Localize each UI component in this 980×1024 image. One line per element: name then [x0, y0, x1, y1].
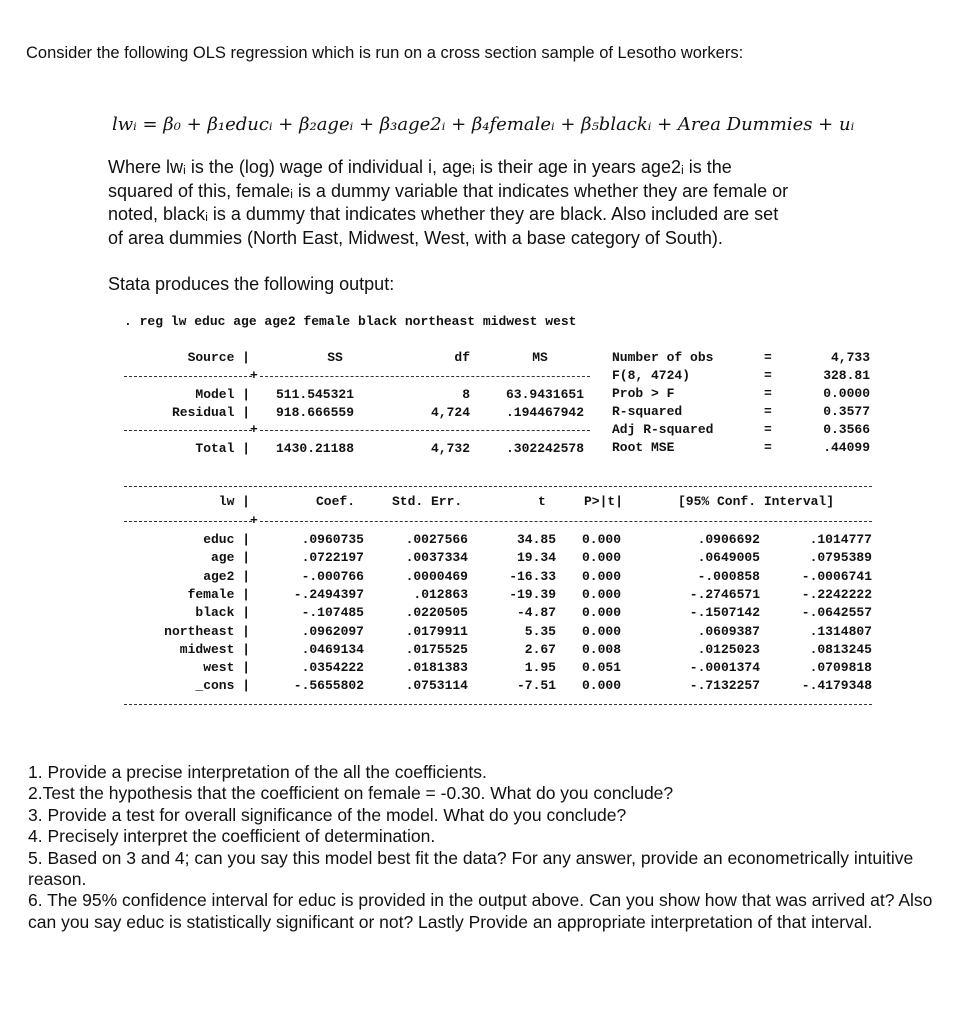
coef-value: -.000766	[301, 568, 364, 584]
coef-ci-high: -.0642557	[801, 605, 872, 621]
coef-p: 0.000	[582, 586, 622, 602]
anova-ss: 918.666559	[276, 405, 355, 420]
coef-ci-high: .0795389	[809, 550, 872, 566]
stat-value: 328.81	[823, 368, 870, 383]
coef-header-var: lw |	[218, 494, 250, 509]
divider	[260, 430, 590, 431]
coef-var: educ |	[203, 532, 250, 547]
anova-header-source: Source |	[187, 350, 250, 365]
coef-value: -.2494397	[293, 586, 364, 602]
coef-header-p: P>|t|	[584, 494, 624, 509]
stat-label: Adj R-squared	[612, 422, 714, 437]
coef-var: west |	[203, 660, 250, 676]
stat-label: Prob > F	[612, 386, 675, 401]
divider	[260, 521, 872, 522]
coef-p: 0.051	[582, 660, 622, 676]
coef-p: 0.000	[582, 623, 622, 639]
coef-var: northeast |	[164, 623, 250, 639]
stata-intro: Stata produces the following output:	[108, 274, 395, 294]
stata-command: . reg lw educ age age2 female black northeast midwest west	[124, 314, 577, 329]
coef-value: .0354222	[301, 660, 364, 676]
stat-value: 0.3566	[823, 422, 870, 437]
description-line: Where lwᵢ is the (log) wage of individual i, ageᵢ is their age in years age2ᵢ is the	[108, 157, 732, 177]
coef-t: 34.85	[516, 532, 556, 547]
divider	[124, 521, 252, 522]
coef-ci-low: .0649005	[697, 550, 760, 566]
stat-label: Root MSE	[612, 440, 675, 455]
coef-se: .0181383	[405, 660, 468, 676]
coef-var: midwest |	[179, 641, 250, 657]
coef-t: -16.33	[509, 568, 556, 584]
coef-header-se: Std. Err.	[392, 494, 463, 509]
anova-header-ms: MS	[532, 350, 548, 365]
coef-ci-low: .0125023	[697, 641, 760, 657]
coef-ci-high: .1314807	[809, 623, 872, 639]
coef-t: 19.34	[516, 550, 556, 566]
coef-se: .0000469	[405, 568, 468, 584]
coef-ci-high: .0709818	[809, 660, 872, 676]
coef-t: 2.67	[524, 641, 556, 657]
stat-eq: =	[764, 386, 772, 401]
coef-se: .0179911	[405, 623, 468, 639]
coef-se: .012863	[413, 586, 468, 602]
coef-value: .0469134	[301, 641, 364, 657]
coef-p: 0.008	[582, 641, 622, 657]
divider	[124, 704, 872, 705]
coef-ci-high: -.0006741	[801, 568, 872, 584]
anova-header-df: df	[454, 350, 470, 365]
stat-value: 0.3577	[823, 404, 870, 419]
coef-t: -4.87	[516, 605, 556, 621]
intro-text: Consider the following OLS regression which is run on a cross section sample of Lesotho workers:	[26, 44, 744, 62]
anova-source: Model |	[195, 387, 250, 402]
coef-t: 5.35	[524, 623, 556, 639]
regression-equation: lwᵢ = β₀ + β₁educᵢ + β₂ageᵢ + β₃age2ᵢ + β₄femaleᵢ + β₅blackᵢ + Area Dummies + uᵢ	[112, 114, 855, 135]
coef-ci-low: .0906692	[697, 532, 760, 547]
coef-p: 0.000	[582, 678, 622, 694]
description-line: of area dummies (North East, Midwest, West, with a base category of South).	[108, 227, 723, 248]
question-item: 1. Provide a precise interpretation of the all the coefficients.	[28, 762, 487, 782]
anova-source: Residual |	[171, 405, 250, 420]
coef-var: age |	[210, 550, 250, 566]
coef-ci-high: -.2242222	[801, 586, 872, 602]
coef-header-coef: Coef.	[316, 494, 356, 509]
divider	[124, 376, 252, 377]
stat-value: 4,733	[830, 350, 870, 365]
coef-p: 0.000	[582, 532, 622, 547]
divider-plus: +	[250, 422, 258, 437]
coef-value: .0722197	[301, 550, 364, 566]
divider-plus: +	[250, 368, 258, 383]
coef-t: -7.51	[516, 678, 556, 694]
anova-header-ss: SS	[327, 350, 343, 365]
description-line: noted, blackᵢ is a dummy that indicates whether they are black. Also included are set	[108, 204, 779, 224]
stat-value: .44099	[823, 440, 870, 455]
description-line: squared of this, femaleᵢ is a dummy variable that indicates whether they are female or	[108, 180, 789, 201]
coef-se: .0037334	[405, 550, 468, 566]
stat-eq: =	[764, 404, 772, 419]
stat-eq: =	[764, 440, 772, 455]
coef-ci-low: -.7132257	[689, 678, 760, 694]
divider	[260, 376, 590, 377]
coef-ci-low: -.0001374	[689, 660, 760, 676]
anova-ms: 63.9431651	[505, 387, 584, 402]
questions	[28, 762, 958, 933]
stat-label: F(8, 4724)	[612, 368, 691, 383]
stat-eq: =	[764, 422, 772, 437]
coef-ci-high: -.4179348	[801, 678, 872, 694]
coef-ci-low: .0609387	[697, 623, 760, 639]
variable-description	[108, 156, 908, 250]
coef-value: -.107485	[301, 605, 364, 621]
coef-ci-low: -.000858	[697, 568, 760, 584]
divider	[124, 430, 252, 431]
question-item: 2.Test the hypothesis that the coefficient on female = -0.30. What do you conclude?	[28, 783, 674, 804]
coef-header-ci: [95% Conf. Interval]	[678, 494, 835, 509]
stat-eq: =	[764, 350, 772, 365]
coef-ci-low: -.2746571	[689, 586, 760, 602]
coef-ci-high: .0813245	[809, 641, 872, 657]
anova-ms: .302242578	[505, 441, 584, 456]
coef-t: 1.95	[524, 660, 556, 676]
coef-var: age2 |	[203, 568, 250, 584]
anova-df: 4,724	[430, 405, 470, 420]
stat-label: R-squared	[612, 404, 683, 419]
stat-label: Number of obs	[612, 350, 714, 365]
coef-var: female |	[187, 586, 250, 602]
coef-var: black |	[195, 605, 250, 621]
coef-ci-high: .1014777	[809, 532, 872, 547]
coef-p: 0.000	[582, 605, 622, 621]
coef-value: .0962097	[301, 623, 364, 639]
coef-se: .0175525	[405, 641, 468, 657]
coef-var: _cons |	[195, 678, 250, 694]
coef-se: .0753114	[405, 678, 468, 694]
anova-ss: 1430.21188	[276, 441, 355, 456]
coef-p: 0.000	[582, 550, 622, 566]
question-item: 5. Based on 3 and 4; can you say this model best fit the data? For any answer, provide an econometrically intuitive reason.	[28, 847, 914, 890]
anova-df: 4,732	[430, 441, 470, 456]
question-item: 3. Provide a test for overall significance of the model. What do you conclude?	[28, 804, 627, 825]
anova-ss: 511.545321	[276, 387, 355, 402]
coef-se: .0220505	[405, 605, 468, 621]
stat-value: 0.0000	[823, 386, 870, 401]
anova-df: 8	[462, 387, 470, 402]
anova-ms: .194467942	[505, 405, 584, 420]
coef-p: 0.000	[582, 568, 622, 584]
divider	[124, 486, 872, 487]
coef-ci-low: -.1507142	[689, 605, 760, 621]
coef-se: .0027566	[405, 532, 468, 547]
coef-t: -19.39	[509, 586, 556, 602]
question-item: 6. The 95% confidence interval for educ is provided in the output above. Can you show how that was arrived at? Also can you say educ is statistically significant or not? Lastly Provide an appropriate interpretation of that interval.	[28, 890, 933, 932]
anova-source: Total |	[195, 441, 250, 456]
stat-eq: =	[764, 368, 772, 383]
divider-plus: +	[250, 513, 258, 528]
question-item: 4. Precisely interpret the coefficient of determination.	[28, 826, 436, 847]
coef-header-t: t	[538, 494, 546, 509]
coef-value: .0960735	[301, 532, 364, 547]
coef-value: -.5655802	[293, 678, 364, 694]
